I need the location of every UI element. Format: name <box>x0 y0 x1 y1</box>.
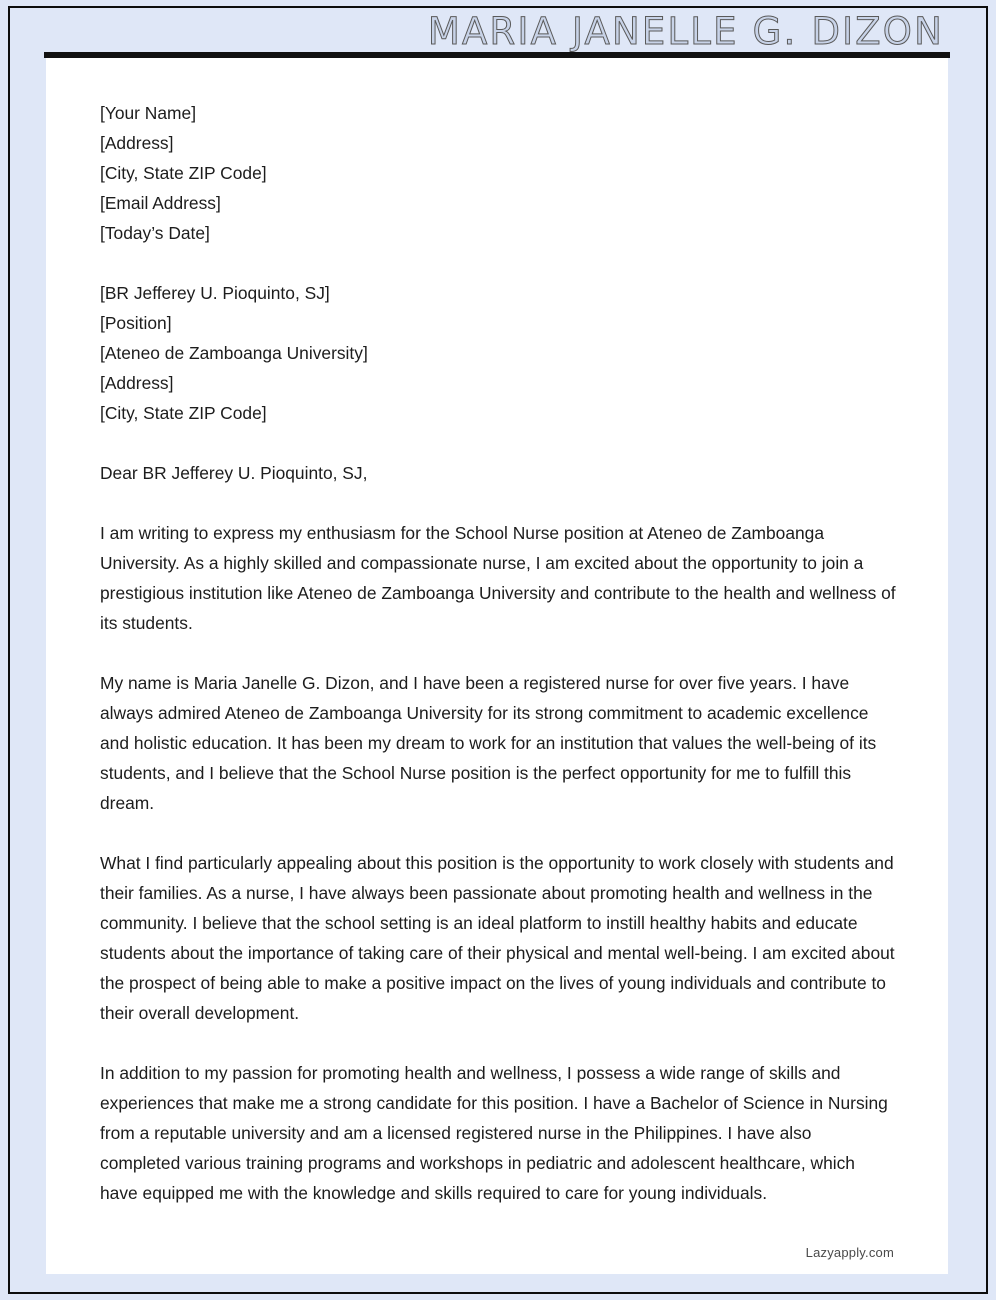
recipient-line: [BR Jefferey U. Pioquinto, SJ] <box>100 283 330 303</box>
sender-line: [Email Address] <box>100 193 221 213</box>
recipient-line: [Ateneo de Zamboanga University] <box>100 343 368 363</box>
salutation: Dear BR Jefferey U. Pioquinto, SJ, <box>100 463 368 483</box>
letter-paragraph: What I find particularly appealing about this position is the opportunity to work closely with students and their families. As a nurse, I have always been passionate about promoting health and wellness in the community. I believe that the school setting is an ideal platform to instill healthy habits and educate students about the importance of taking care of their physical and mental well-being. I am excited about the prospect of being able to make a positive impact on the lives of young individuals and contribute to their overall development. <box>100 853 895 1023</box>
sender-line: [Address] <box>100 133 174 153</box>
recipient-line: [Address] <box>100 373 174 393</box>
recipient-line: [Position] <box>100 313 172 333</box>
letter-paragraph: I am writing to express my enthusiasm for the School Nurse position at Ateneo de Zamboanga University. As a highly skilled and compassionate nurse, I am excited about the opportunity to join a prestigious institution like Ateneo de Zamboanga University and contribute to the health and wellness of its students. <box>100 523 896 633</box>
page-title: MARIA JANELLE G. DIZON <box>427 9 944 53</box>
letter-paragraph: My name is Maria Janelle G. Dizon, and I have been a registered nurse for over five years. I have always admired Ateneo de Zamboanga University for its strong commitment to academic excellence and holistic education. It has been my dream to work for an institution that values the well-being of its students, and I believe that the School Nurse position is the perfect opportunity for me to fulfill this dream. <box>100 673 877 813</box>
watermark-label: Lazyapply.com <box>805 1245 894 1260</box>
sender-line: [City, State ZIP Code] <box>100 163 267 183</box>
sender-line: [Your Name] <box>100 103 197 123</box>
letter-paragraph: In addition to my passion for promoting health and wellness, I possess a wide range of skills and experiences that make me a strong candidate for this position. I have a Bachelor of Science in Nursing from a reputable university and am a licensed registered nurse in the Philippines. I have also completed various training programs and workshops in pediatric and adolescent healthcare, which have equipped me with the knowledge and skills required to care for young individuals. <box>100 1063 888 1203</box>
document-header <box>10 8 986 54</box>
spacer <box>100 248 896 278</box>
recipient-address-block <box>100 278 896 428</box>
cover-letter-body <box>46 58 948 1274</box>
spacer <box>100 428 896 458</box>
recipient-line: [City, State ZIP Code] <box>100 403 267 423</box>
sender-line: [Today’s Date] <box>100 223 210 243</box>
sender-address-block <box>100 98 896 248</box>
